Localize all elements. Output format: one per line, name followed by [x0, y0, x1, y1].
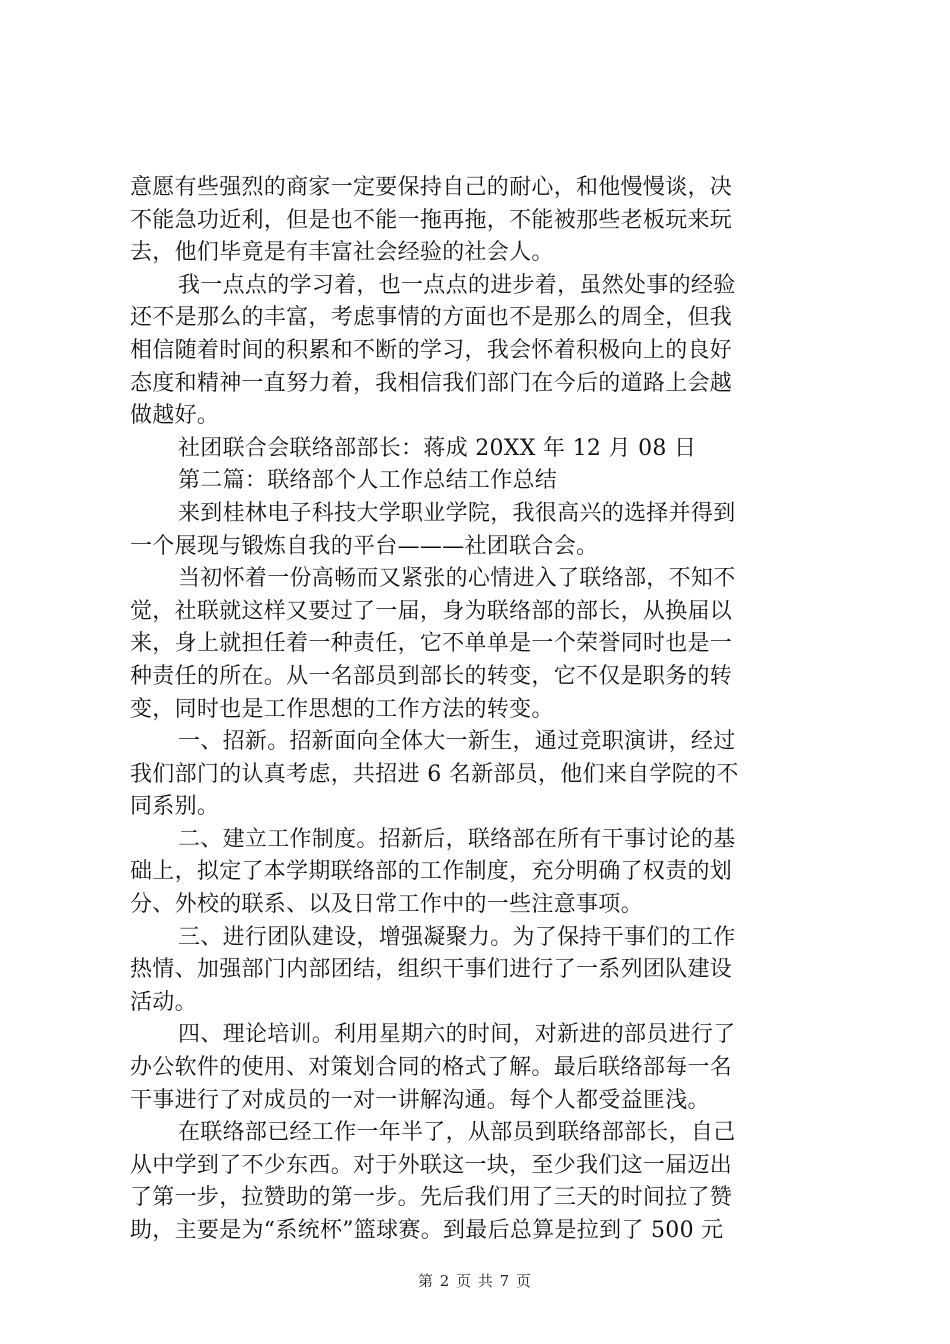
text-line: 同系别。	[130, 794, 220, 820]
paragraph-start-line: 四、理论培训。利用星期六的时间，对新进的部员进行了	[178, 1022, 736, 1048]
section-heading: 第二篇：联络部个人工作总结工作总结	[178, 468, 558, 494]
text-line: 础上，拟定了本学期联络部的工作制度，充分明确了权责的划	[130, 859, 733, 885]
text-line: 办公软件的使用、对策划合同的格式了解。最后联络部每一名	[130, 1055, 733, 1081]
paragraph-start-line: 来到桂林电子科技大学职业学院，我很高兴的选择并得到	[178, 500, 736, 526]
text-line: 来，身上就担任着一种责任，它不单单是一个荣誉同时也是一	[130, 631, 733, 657]
text-line: 还不是那么的丰富，考虑事情的方面也不是那么的周全，但我	[130, 305, 733, 331]
paragraph-start-line: 三、进行团队建设，增强凝聚力。为了保持干事们的工作	[178, 924, 736, 950]
text-line: 了第一步，拉赞助的第一步。先后我们用了三天的时间拉了赞	[130, 1185, 733, 1211]
paragraph-start-line: 当初怀着一份高畅而又紧张的心情进入了联络部，不知不	[178, 566, 736, 592]
text-line: 一个展现与锻炼自我的平台———社团联合会。	[130, 533, 599, 559]
text-line: 活动。	[130, 989, 197, 1015]
text-line: 态度和精神一直努力着，我相信我们部门在今后的道路上会越	[130, 370, 733, 396]
text-line: 不能急功近利，但是也不能一拖再拖，不能被那些老板玩来玩	[130, 207, 733, 233]
text-line: 我们部门的认真考虑，共招进 6 名新部员，他们来自学院的不	[130, 761, 739, 787]
page-number-footer: 第 2 页 共 7 页	[418, 1272, 532, 1290]
text-line: 做越好。	[130, 403, 220, 429]
text-line: 相信随着时间的积累和不断的学习，我会怀着积极向上的良好	[130, 337, 733, 363]
paragraph-start-line: 一、招新。招新面向全体大一新生，通过竞职演讲，经过	[178, 729, 736, 755]
text-line: 热情、加强部门内部团结，组织干事们进行了一系列团队建设	[130, 957, 733, 983]
text-line: 变，同时也是工作思想的工作方法的转变。	[130, 696, 554, 722]
text-line: 觉，社联就这样又要过了一届，身为联络部的部长，从换届以	[130, 598, 733, 624]
text-line: 助，主要是为“系统杯”篮球赛。到最后总算是拉到了 500 元	[130, 1218, 724, 1243]
paragraph-start-line: 在联络部已经工作一年半了，从部员到联络部部长，自己	[178, 1120, 736, 1146]
text-line: 分、外校的联系、以及日常工作中的一些注意事项。	[130, 892, 643, 918]
text-line: 意愿有些强烈的商家一定要保持自己的耐心，和他慢慢谈，决	[130, 175, 733, 200]
text-line: 去，他们毕竟是有丰富社会经验的社会人。	[130, 240, 554, 266]
signature-line: 社团联合会联络部部长：蒋成 20XX 年 12 月 08 日	[178, 435, 697, 461]
paragraph-start-line: 我一点点的学习着，也一点点的进步着，虽然处事的经验	[178, 272, 736, 298]
text-line: 从中学到了不少东西。对于外联这一块，至少我们这一届迈出	[130, 1152, 733, 1178]
paragraph-start-line: 二、建立工作制度。招新后，联络部在所有干事讨论的基	[178, 826, 736, 852]
document-body	[130, 172, 830, 1248]
text-line: 种责任的所在。从一名部员到部长的转变，它不仅是职务的转	[130, 663, 733, 689]
text-line: 干事进行了对成员的一对一讲解沟通。每个人都受益匪浅。	[130, 1087, 710, 1113]
